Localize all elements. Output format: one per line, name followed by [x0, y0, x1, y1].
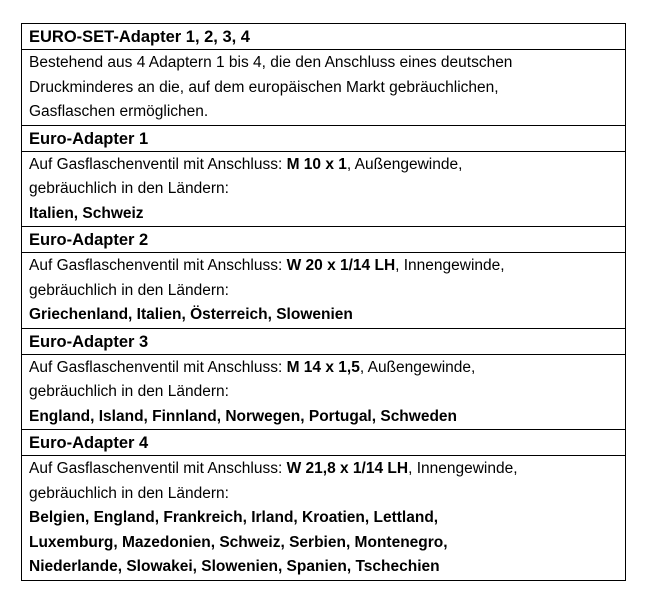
- adapter-1-heading: Euro-Adapter 1: [22, 126, 625, 152]
- adapter-3-heading: Euro-Adapter 3: [22, 329, 625, 355]
- connection-prefix: Auf Gasflaschenventil mit Anschluss:: [29, 155, 287, 173]
- thread-spec: W 20 x 1/14 LH: [286, 257, 396, 274]
- thread-spec: M 14 x 1,5: [286, 358, 360, 376]
- intro-line: Bestehend aus 4 Adaptern 1 bis 4, die den Anschluss eines deutschen: [29, 54, 513, 71]
- country-list: England, Island, Finnland, Norwegen, Portugal, Schweden: [29, 407, 458, 425]
- adapter-1-details: [22, 152, 625, 228]
- thread-type: , Außengewinde,: [346, 155, 463, 173]
- adapter-4-details: [22, 456, 625, 580]
- intro-text: [22, 50, 625, 126]
- usage-label: gebräuchlich in den Ländern:: [29, 180, 229, 197]
- usage-label: gebräuchlich in den Ländern:: [29, 281, 229, 299]
- intro-line: Druckminderes an die, auf dem europäischen Markt gebräuchlichen,: [29, 78, 499, 96]
- adapter-2-heading: Euro-Adapter 2: [22, 227, 625, 253]
- connection-line: [29, 457, 625, 482]
- thread-type: , Außengewinde,: [359, 358, 476, 376]
- connection-prefix: Auf Gasflaschenventil mit Anschluss:: [29, 460, 287, 477]
- usage-label: gebräuchlich in den Ländern:: [29, 484, 229, 502]
- thread-spec: M 10 x 1: [286, 155, 347, 173]
- intro-line: Gasflaschen ermöglichen.: [29, 103, 209, 120]
- connection-line: [29, 254, 625, 279]
- adapter-2-details: [22, 253, 625, 329]
- connection-prefix: Auf Gasflaschenventil mit Anschluss:: [29, 257, 287, 274]
- adapter-4-heading: Euro-Adapter 4: [22, 430, 625, 456]
- connection-prefix: Auf Gasflaschenventil mit Anschluss:: [29, 358, 287, 376]
- connection-line: [29, 356, 625, 381]
- table-title: EURO-SET-Adapter 1, 2, 3, 4: [22, 24, 625, 50]
- usage-label: gebräuchlich in den Ländern:: [29, 383, 229, 400]
- thread-spec: W 21,8 x 1/14 LH: [286, 460, 409, 477]
- thread-type: , Innengewinde,: [395, 257, 505, 274]
- connection-line: [29, 153, 625, 178]
- country-list: Luxemburg, Mazedonien, Schweiz, Serbien, Montenegro,: [29, 533, 448, 551]
- country-list: Belgien, England, Frankreich, Irland, Kroatien, Lettland,: [29, 509, 439, 526]
- country-list: Griechenland, Italien, Österreich, Slowenien: [29, 306, 353, 323]
- country-list: Italien, Schweiz: [29, 204, 144, 222]
- adapter-table: [21, 23, 626, 581]
- thread-type: , Innengewinde,: [408, 460, 518, 477]
- adapter-3-details: [22, 355, 625, 431]
- country-list: Niederlande, Slowakei, Slowenien, Spanien, Tschechien: [29, 558, 440, 575]
